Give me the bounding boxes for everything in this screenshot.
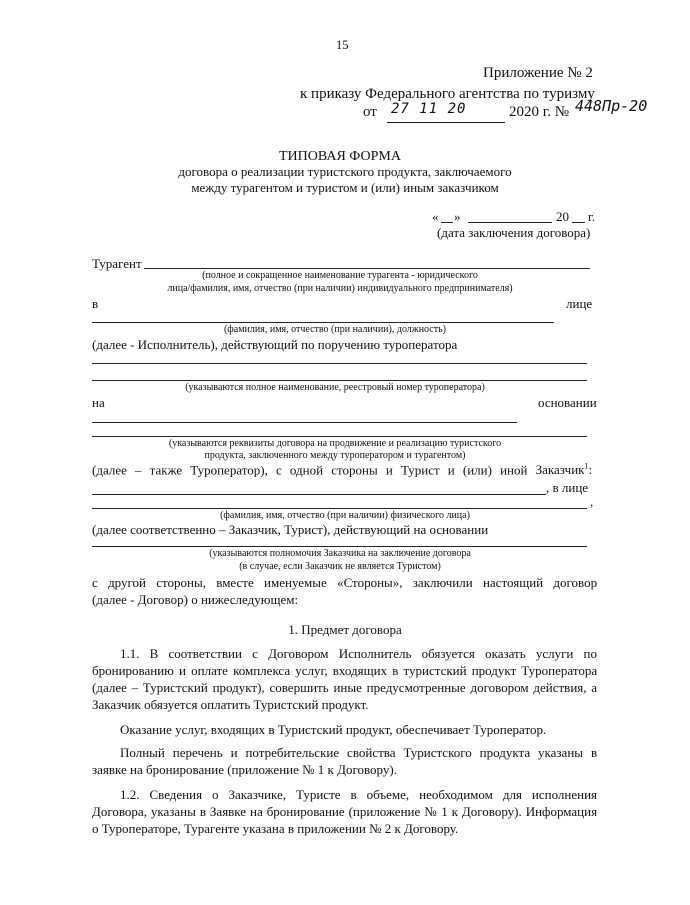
number-handwritten: 448Пр-20 <box>575 97 648 115</box>
in-person-label: , в лице <box>546 480 589 495</box>
individual-hint: (фамилия, имя, отчество (при наличии) физического лица) <box>220 510 470 521</box>
executor-line: (далее - Исполнитель), действующий по поручению туроператора <box>92 337 458 352</box>
other-side-line-2: (далее - Договор) о нижеследующем: <box>92 592 299 607</box>
other-side-line: с другой стороны, вместе именуемые «Стороны», заключили настоящий договор <box>92 575 598 590</box>
authority-hint-1: (указываются полномочия Заказчика на заключение договора <box>209 548 471 559</box>
contract-hint-1: (указываются реквизиты договора на продвижение и реализацию туристского <box>168 438 502 449</box>
section1-heading: 1. Предмет договора <box>288 622 402 637</box>
p2: Оказание услуг, входящих в Туристский продукт, обеспечивает Туроператор. <box>120 722 547 737</box>
customer-field-1[interactable] <box>92 494 546 495</box>
authority-hint-2: (в случае, если Заказчик не является Туристом) <box>239 561 441 572</box>
official-hint: (фамилия, имя, отчество (при наличии), должность) <box>223 324 447 335</box>
quote-open: « <box>432 209 439 224</box>
form-title: ТИПОВАЯ ФОРМА <box>279 149 401 164</box>
agent-label: Турагент <box>92 256 142 271</box>
agent-field[interactable] <box>144 268 590 269</box>
agent-hint-1: (полное и сокращенное наименование турагента - юридического <box>202 270 478 281</box>
operator-field-1[interactable] <box>92 363 587 364</box>
form-subtitle-2: между турагентом и туристом и (или) иным заказчиком <box>191 180 499 195</box>
year-suffix: г. <box>588 209 596 224</box>
operator-hint: (указываются полное наименование, реестровый номер туроператора) <box>185 382 485 393</box>
p3-last-line: заявке на бронирование (приложение № 1 к Договору). <box>92 762 397 777</box>
order-date-row <box>363 97 648 126</box>
date-suffix: 2020 г. № <box>509 104 570 120</box>
date-prefix: от <box>363 104 377 120</box>
authority-field[interactable] <box>92 546 587 547</box>
in-label: в <box>92 296 99 311</box>
operator-field-2[interactable] <box>92 380 587 381</box>
day-blank <box>441 222 453 223</box>
agent-hint-2: лица/фамилия, имя, отчество (при наличии) индивидуального предпринимателя) <box>167 283 513 294</box>
person-label: лице <box>566 296 593 311</box>
p4-line-2: Договора, указаны в Заявке на бронирование (приложение № 1 к Договору). Информация <box>92 804 598 819</box>
p1-line-3: (далее – Туристский продукт), совершить иные предусмотренные договором действия, а <box>92 680 598 695</box>
year-prefix: 20 <box>556 209 569 224</box>
basis-field-2[interactable] <box>92 436 587 437</box>
contract-date-caption: (дата заключения договора) <box>437 225 591 240</box>
also-operator-line: (далее – также Туроператор), с одной стороны и Турист и (или) иной Заказчик$^1$: <box>92 462 593 478</box>
p1-line-2: бронированию и оплате комплекса услуг, входящих в туристский продукт Туроператора <box>92 663 598 678</box>
official-field[interactable] <box>92 322 554 323</box>
order-line: к приказу Федерального агентства по туризму <box>300 86 595 102</box>
appendix-title: Приложение № 2 <box>483 65 593 81</box>
form-subtitle-1: договора о реализации туристского продукта, заключаемого <box>178 164 512 179</box>
basis-label: основании <box>538 395 597 410</box>
date-handwritten: 27 11 20 <box>391 101 467 117</box>
p3-line-1: Полный перечень и потребительские свойства Туристского продукта указаны в <box>120 745 598 760</box>
p1-last-line: Заказчик обязуется оплатить Туристский продукт. <box>92 697 369 712</box>
p1-line-1: 1.1. В соответствии с Договором Исполнитель обязуется оказать услуги по <box>120 646 598 661</box>
contract-hint-2: продукта, заключенного между туроператором и турагентом) <box>204 450 466 461</box>
comma: , <box>590 494 594 509</box>
basis-field-1[interactable] <box>92 422 517 423</box>
customer-field-2[interactable] <box>92 508 587 509</box>
p4-last-line: о Туроператоре, Турагенте указана в приложении № 2 к Договору. <box>92 821 459 836</box>
year-blank <box>572 222 585 223</box>
footnote-mark: 1 <box>584 462 589 471</box>
quote-close: » <box>454 209 461 224</box>
on-label: на <box>92 395 105 410</box>
date-underline <box>387 122 505 123</box>
month-blank <box>468 222 552 223</box>
customer-line: (далее соответственно – Заказчик, Турист), действующий на основании <box>92 522 489 537</box>
p4-line-1: 1.2. Сведения о Заказчике, Туристе в объеме, необходимом для исполнения <box>120 787 598 802</box>
page-number: 15 <box>336 38 349 52</box>
